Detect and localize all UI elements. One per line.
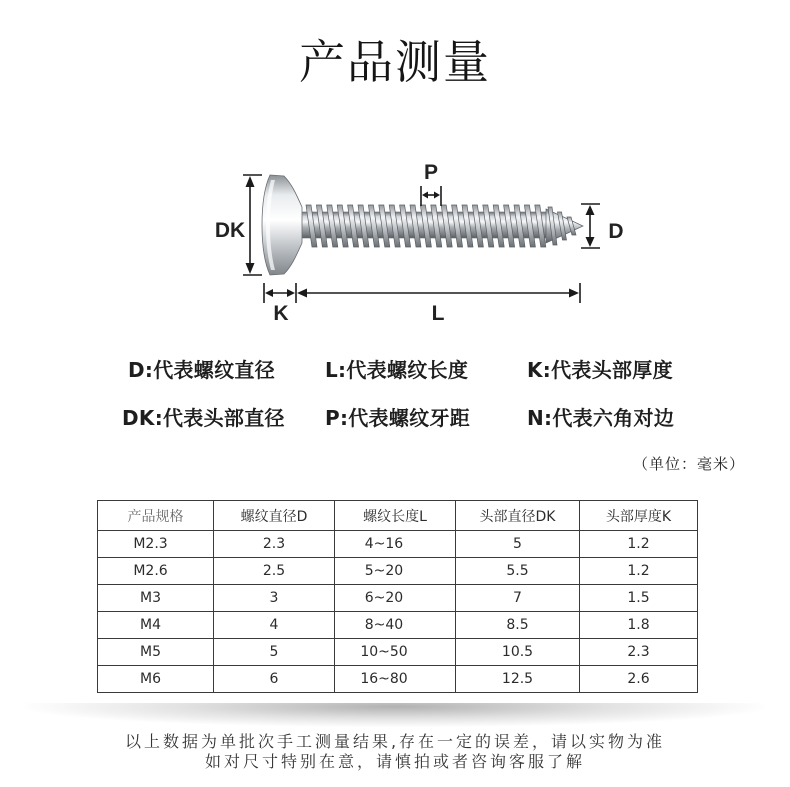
legend-item-k: K:代表头部厚度	[527, 358, 673, 382]
table-cell: 5	[456, 531, 580, 558]
table-cell: 10.5	[456, 639, 580, 666]
disclaimer-line-1: 以上数据为单批次手工测量结果,存在一定的误差，请以实物为准	[124, 732, 666, 751]
screw-threads	[306, 205, 546, 247]
d-label: D	[608, 220, 624, 243]
table-row	[98, 585, 698, 612]
table-row	[98, 558, 698, 585]
table-cell: 6	[214, 666, 335, 693]
table-cell: 4	[214, 612, 335, 639]
table-header-cell: 产品规格	[98, 501, 214, 531]
table-cell: 2.6	[580, 666, 698, 693]
table-cell: M2.3	[98, 531, 214, 558]
table-cell: 8.5	[456, 612, 580, 639]
d-dimension-arrow	[581, 204, 600, 248]
p-label: P	[423, 161, 439, 184]
table-cell: 3	[214, 585, 335, 612]
table-cell: 8~40	[335, 612, 456, 639]
table-cell: 6~20	[335, 585, 456, 612]
table-cell: 5~20	[335, 558, 456, 585]
dk-dimension-arrow	[243, 175, 262, 275]
table-cell: 1.2	[580, 531, 698, 558]
spec-table	[97, 500, 698, 693]
legend-item-p: P:代表螺纹牙距	[325, 406, 471, 430]
dk-label: DK	[214, 219, 246, 242]
table-cell: 1.8	[580, 612, 698, 639]
table-cell: 5.5	[456, 558, 580, 585]
unit-note: （单位：毫米）	[632, 455, 745, 473]
legend-item-d: D:代表螺纹直径	[128, 358, 275, 382]
screw-dimension-diagram	[0, 0, 790, 340]
table-cell: 12.5	[456, 666, 580, 693]
table-cell: 1.5	[580, 585, 698, 612]
table-header-cell: 头部厚度K	[580, 501, 698, 531]
legend-item-l: L:代表螺纹长度	[325, 358, 469, 382]
k-label: K	[273, 302, 289, 325]
disclaimer-line-2: 如对尺寸特别在意，请慎拍或者咨询客服了解	[204, 752, 585, 771]
screw-image	[262, 175, 583, 275]
table-cell: M5	[98, 639, 214, 666]
legend-item-n: N:代表六角对边	[527, 406, 675, 430]
table-cell: 2.5	[214, 558, 335, 585]
table-cell: 10~50	[335, 639, 456, 666]
divider-shadow	[25, 703, 765, 727]
table-row	[98, 531, 698, 558]
table-cell: M3	[98, 585, 214, 612]
k-dimension-arrow	[264, 283, 296, 303]
table-cell: 5	[214, 639, 335, 666]
table-cell: M6	[98, 666, 214, 693]
table-cell: 2.3	[214, 531, 335, 558]
table-cell: M4	[98, 612, 214, 639]
table-header-row	[98, 501, 698, 531]
table-cell: 7	[456, 585, 580, 612]
table-row	[98, 666, 698, 693]
table-header-cell: 螺纹直径D	[214, 501, 335, 531]
l-label: L	[431, 302, 445, 325]
p-dimension-bracket	[421, 186, 441, 206]
table-row	[98, 612, 698, 639]
table-cell: 1.2	[580, 558, 698, 585]
table-cell: 16~80	[335, 666, 456, 693]
screw-tip-threads	[548, 207, 576, 245]
page-title: 产品测量	[299, 35, 491, 89]
legend-item-dk: DK:代表头部直径	[122, 406, 285, 430]
l-dimension-arrow	[297, 283, 580, 303]
table-cell: M2.6	[98, 558, 214, 585]
table-header-cell: 头部直径DK	[456, 501, 580, 531]
table-row	[98, 639, 698, 666]
table-header-cell: 螺纹长度L	[335, 501, 456, 531]
table-cell: 2.3	[580, 639, 698, 666]
table-cell: 4~16	[335, 531, 456, 558]
